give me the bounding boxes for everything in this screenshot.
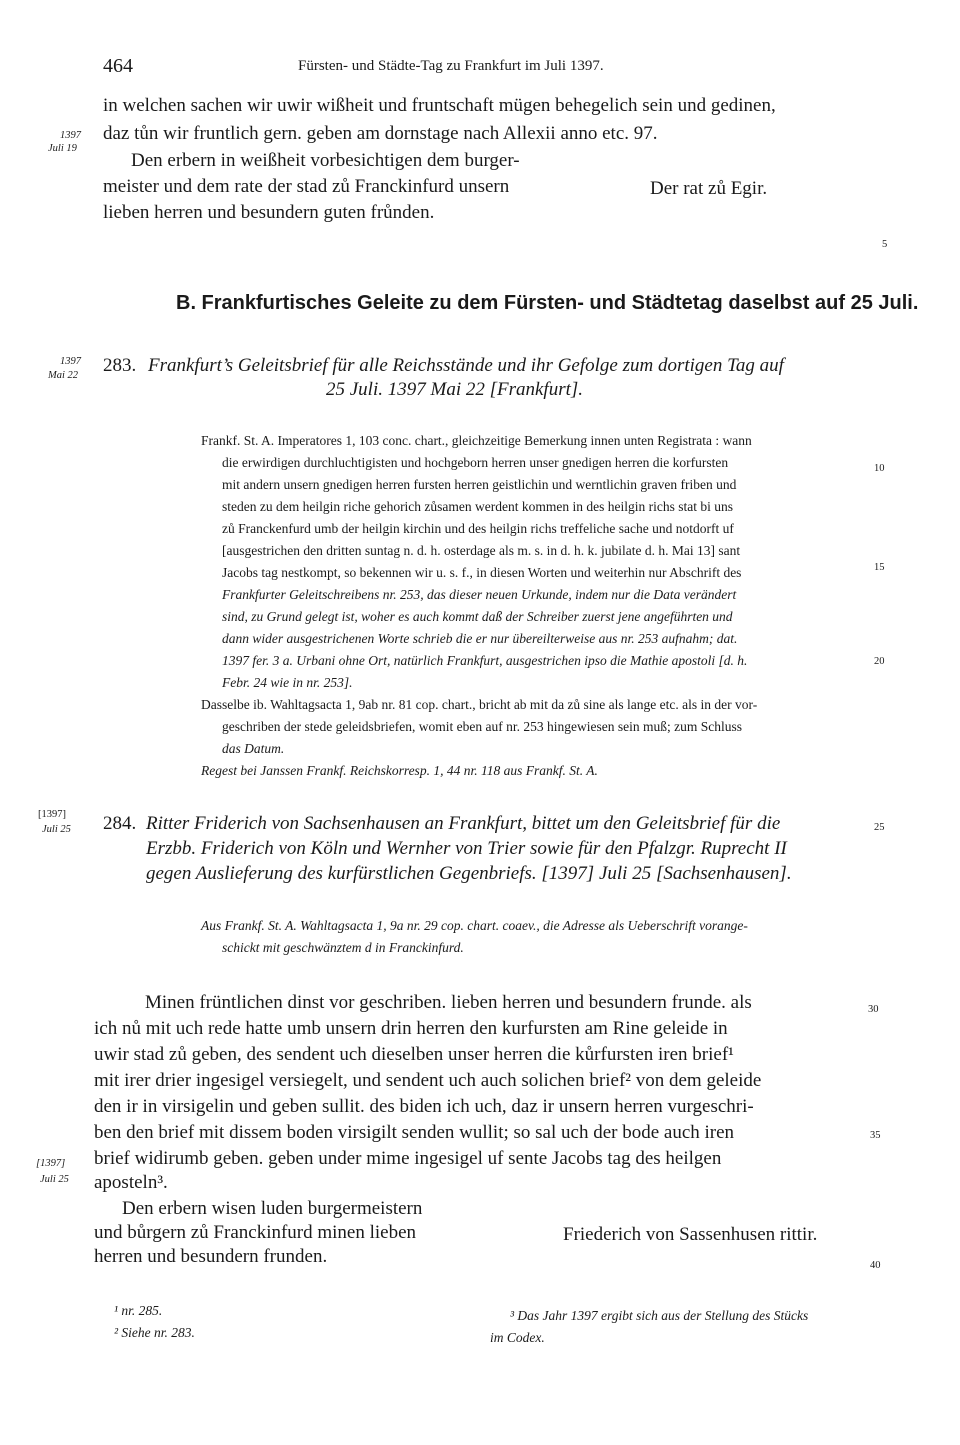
footnote-1: ¹ nr. 285. [114,1303,163,1318]
doc283-note-10: dann wider ausgestrichenen Worte schrieb die er nur übereilterweise aus nr. 253 aufnahm; dat. [222,631,738,646]
footnote-3-line-1: ³ Das Jahr 1397 ergibt sich aus der Stellung des Stücks [510,1308,809,1323]
doc284-margin-year: [1397] [38,809,66,820]
page-number: 464 [103,55,133,77]
doc283-margin-day: Mai 22 [48,370,79,381]
prev-doc-line-4: meister und dem rate der stad zů Franckinfurd unsern [103,176,510,197]
prev-doc-line-3: Den erbern in weißheit vorbesichtigen dem burger- [131,150,520,171]
doc284-text-line-1: Minen früntlichen dinst vor geschriben. lieben herren und besundern frunde. als [145,992,752,1013]
doc284-text-margin-day: Juli 25 [40,1174,69,1185]
line-number-25: 25 [874,822,885,833]
doc283-note-9: sind, zu Grund gelegt ist, woher es auch kommt daß der Schreiber zuerst jene angeführten und [222,609,733,624]
doc284-signature: Friederich von Sassenhusen rittir. [563,1224,818,1245]
prev-doc-margin-year: 1397 [60,130,81,141]
line-number-40: 40 [870,1260,881,1271]
prev-doc-line-2: daz tůn wir fruntlich gern. geben am dornstage nach Allexii anno etc. 97. [103,123,658,144]
doc284-note-2: schickt mit geschwänztem d in Franckinfurd. [222,940,464,955]
doc284-address-line-1: Den erbern wisen luden burgermeistern [122,1198,423,1219]
doc284-text-line-7: brief widirumb geben. geben under mime ingesigel uf sente Jacobs tag des heilgen [94,1148,722,1169]
doc284-text-margin-year: [1397] [36,1158,66,1169]
doc283-note-5: zů Franckenfurd umb der heilgin kirchin und des heilgin richs treffeliche sache und notdorft uf [222,521,734,536]
doc283-note-16: Regest bei Janssen Frankf. Reichskorresp. 1, 44 nr. 118 aus Frankf. St. A. [201,763,598,778]
doc283-note-7: Jacobs tag nestkompt, so bekennen wir u. s. f., in diesen Worten und weiterhin nur Abschrift des [222,565,742,580]
doc284-note-1: Aus Frankf. St. A. Wahltagsacta 1, 9a nr. 29 cop. chart. coaev., die Adresse als Ueberschrift vorange- [201,918,748,933]
section-title: B. Frankfurtisches Geleite zu dem Fürsten- und Städtetag daselbst auf 25 Juli. [176,292,919,314]
line-number-15: 15 [874,562,885,573]
doc283-note-15: das Datum. [222,741,285,756]
doc283-margin-year: 1397 [60,356,81,367]
doc284-title-line-2: Erzbb. Friderich von Köln und Wernher von Trier sowie für den Pfalzgr. Ruprecht II [146,838,787,859]
prev-doc-margin-day: Juli 19 [48,143,77,154]
doc283-note-14: geschriben der stede geleidsbriefen, womit eben auf nr. 253 hingewiesen sein muß; zum Schluss [222,719,742,734]
prev-doc-signature: Der rat zů Egir. [650,178,768,199]
doc283-note-12: Febr. 24 wie in nr. 253]. [222,675,353,690]
line-number-20: 20 [874,656,885,667]
doc283-note-8: Frankfurter Geleitschreibens nr. 253, das dieser neuen Urkunde, indem nur die Data verändert [222,587,737,602]
doc284-number: 284. [103,813,137,834]
footnote-2: ² Siehe nr. 283. [114,1325,195,1340]
prev-doc-line-5: lieben herren und besundern guten frůnden. [103,202,435,223]
doc284-text-line-8: aposteln³. [94,1172,168,1193]
doc284-text-line-4: mit irer drier ingesigel versiegelt, und sendent uch auch solichen brief² von dem geleide [94,1070,762,1091]
doc283-note-3: mit andern unsern gnedigen herren fursten herren geistlichin und werntlichin graven friben und [222,477,737,492]
doc283-note-4: steden zu dem heilgin riche gehorich zůsamen werdent kommen in des heilgin richs stat bi uns [222,499,733,514]
doc283-title-line-2: 25 Juli. 1397 Mai 22 [Frankfurt]. [326,379,584,400]
doc283-note-6: [ausgestrichen den dritten suntag n. d. h. osterdage als m. s. in d. h. k. jubilate d. h. Mai 13] sant [222,543,741,558]
line-number-5: 5 [882,239,888,250]
footnote-3-line-2: im Codex. [490,1330,545,1345]
doc283-number: 283. [103,355,137,376]
line-number-30: 30 [868,1004,879,1015]
doc283-note-11: 1397 fer. 3 a. Urbani ohne Ort, natürlich Frankfurt, ausgestrichen ipso die Mathie apostoli [d. h. [222,653,748,668]
doc284-address-line-3: herren und besundern frunden. [94,1246,328,1267]
doc284-text-line-2: ich nů mit uch rede hatte umb unsern drin herren den kurfursten am Rine geleide in [94,1018,728,1039]
doc283-note-13: Dasselbe ib. Wahltagsacta 1, 9ab nr. 81 cop. chart., bricht ab mit da zů sine als lange etc. als in der vor- [201,697,758,712]
doc283-note-2: die erwirdigen durchluchtigisten und hochgeborn herren unser gnedigen herren die korfursten [222,455,729,470]
line-number-35: 35 [870,1130,881,1141]
doc284-margin-day: Juli 25 [42,824,71,835]
doc283-note-1: Frankf. St. A. Imperatores 1, 103 conc. chart., gleichzeitige Bemerkung innen unten Registrata : wann [201,433,752,448]
doc283-title-line-1: Frankfurt’s Geleitsbrief für alle Reichsstände und ihr Gefolge zum dortigen Tag auf [148,355,784,376]
doc284-text-line-6: ben den brief mit dissem boden virsigilt senden wullit; so sal uch der bode auch iren [94,1122,735,1143]
line-number-10: 10 [874,463,885,474]
doc284-address-line-2: und bůrgern zů Franckinfurd minen lieben [94,1222,417,1243]
prev-doc-line-1: in welchen sachen wir uwir wißheit und fruntschaft mügen behegelich sein und gedinen, [103,95,776,116]
doc284-title-line-3: gegen Auslieferung des kurfürstlichen Gegenbriefs. [1397] Juli 25 [Sachsenhausen]. [146,863,792,884]
doc284-text-line-3: uwir stad zů geben, des sendent uch dieselben unser herren die kůrfursten iren brief¹ [94,1044,734,1065]
running-title: Fürsten- und Städte-Tag zu Frankfurt im Juli 1397. [298,58,604,74]
doc284-title-line-1: Ritter Friderich von Sachsenhausen an Frankfurt, bittet um den Geleitsbrief für die [146,813,781,834]
doc284-text-line-5: den ir in virsigelin und geben sullit. des biden ich uch, daz ir unsern herren vurgeschri- [94,1096,754,1117]
